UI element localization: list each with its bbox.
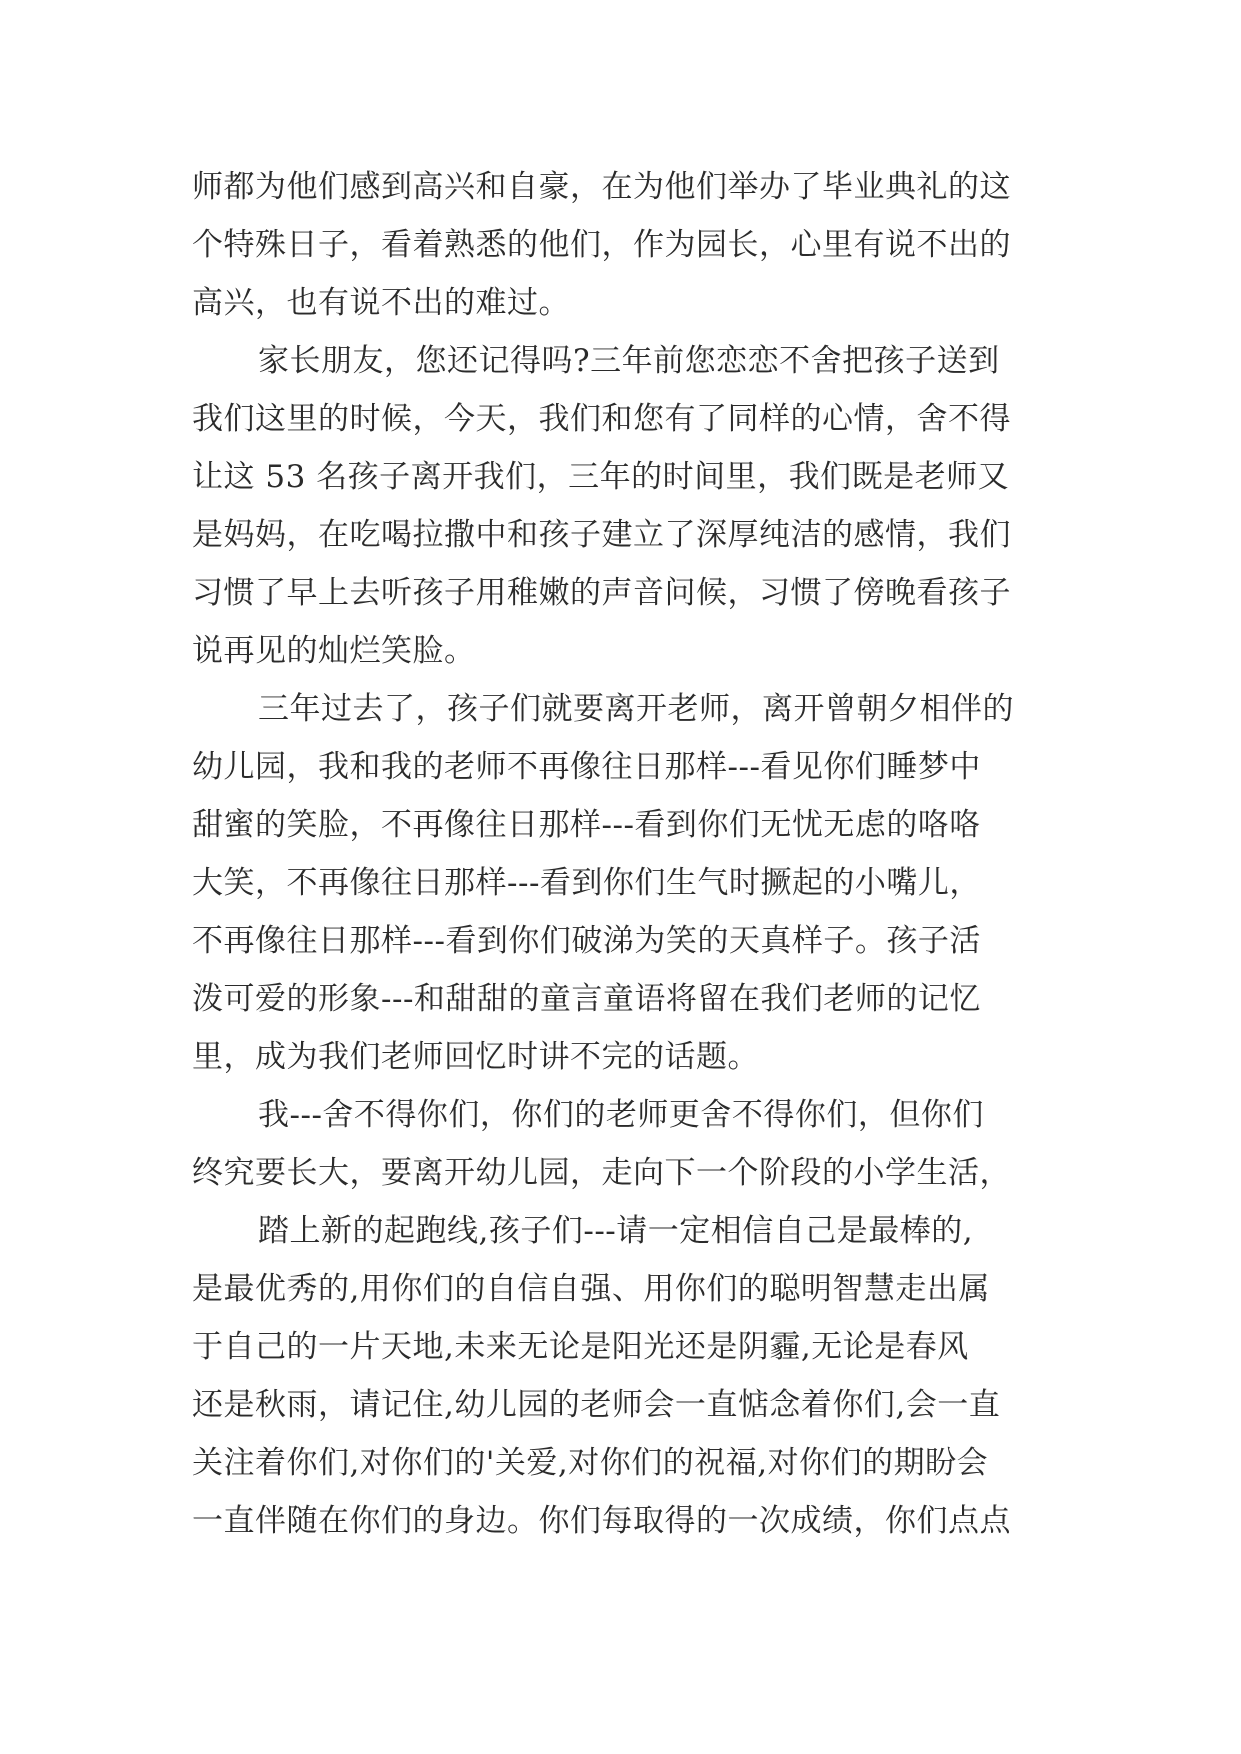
text-line: 终究要长大，要离开幼儿园，走向下一个阶段的小学生活， (192, 1155, 1011, 1191)
text-line: 于自己的一片天地,未来无论是阳光还是阴霾,无论是春风 (192, 1329, 969, 1365)
paragraph-first-line: 三年过去了，孩子们就要离开老师，离开曾朝夕相伴的 (258, 691, 1014, 727)
text-line: 习惯了早上去听孩子用稚嫩的声音问候，习惯了傍晚看孩子 (192, 575, 1011, 611)
text-line: 还是秋雨，请记住,幼儿园的老师会一直惦念着你们,会一直 (192, 1387, 1001, 1423)
text-line: 不再像往日那样---看到你们破涕为笑的天真样子。孩子活 (192, 923, 981, 959)
text-line: 我们这里的时候，今天，我们和您有了同样的心情，舍不得 (192, 401, 1011, 437)
text-line: 甜蜜的笑脸，不再像往日那样---看到你们无忧无虑的咯咯 (192, 807, 981, 843)
text-line: 关注着你们,对你们的'关爱,对你们的祝福,对你们的期盼会 (192, 1445, 989, 1481)
paragraph-first-line: 我---舍不得你们，你们的老师更舍不得你们，但你们 (258, 1097, 984, 1133)
text-line: 大笑，不再像往日那样---看到你们生气时撅起的小嘴儿， (192, 865, 981, 901)
text-line: 一直伴随在你们的身边。你们每取得的一次成绩，你们点点 (192, 1503, 1011, 1539)
text-line: 幼儿园，我和我的老师不再像往日那样---看见你们睡梦中 (192, 749, 981, 785)
text-line: 个特殊日子，看着熟悉的他们，作为园长，心里有说不出的 (192, 227, 1011, 263)
text-line: 说再见的灿烂笑脸。 (192, 633, 476, 669)
paragraph-first-line: 踏上新的起跑线,孩子们---请一定相信自己是最棒的, (258, 1213, 974, 1249)
text-line: 里，成为我们老师回忆时讲不完的话题。 (192, 1039, 759, 1075)
paragraph-first-line: 家长朋友，您还记得吗?三年前您恋恋不舍把孩子送到 (258, 343, 1000, 379)
text-line: 高兴，也有说不出的难过。 (192, 285, 570, 321)
text-line: 泼可爱的形象---和甜甜的童言童语将留在我们老师的记忆 (192, 981, 981, 1017)
document-body (192, 158, 1056, 1550)
text-line: 师都为他们感到高兴和自豪，在为他们举办了毕业典礼的这 (192, 169, 1011, 205)
text-line: 是妈妈，在吃喝拉撒中和孩子建立了深厚纯洁的感情，我们 (192, 517, 1011, 553)
text-line: 是最优秀的,用你们的自信自强、用你们的聪明智慧走出属 (192, 1271, 990, 1307)
text-line: 让这 53 名孩子离开我们，三年的时间里，我们既是老师又 (192, 459, 1010, 495)
